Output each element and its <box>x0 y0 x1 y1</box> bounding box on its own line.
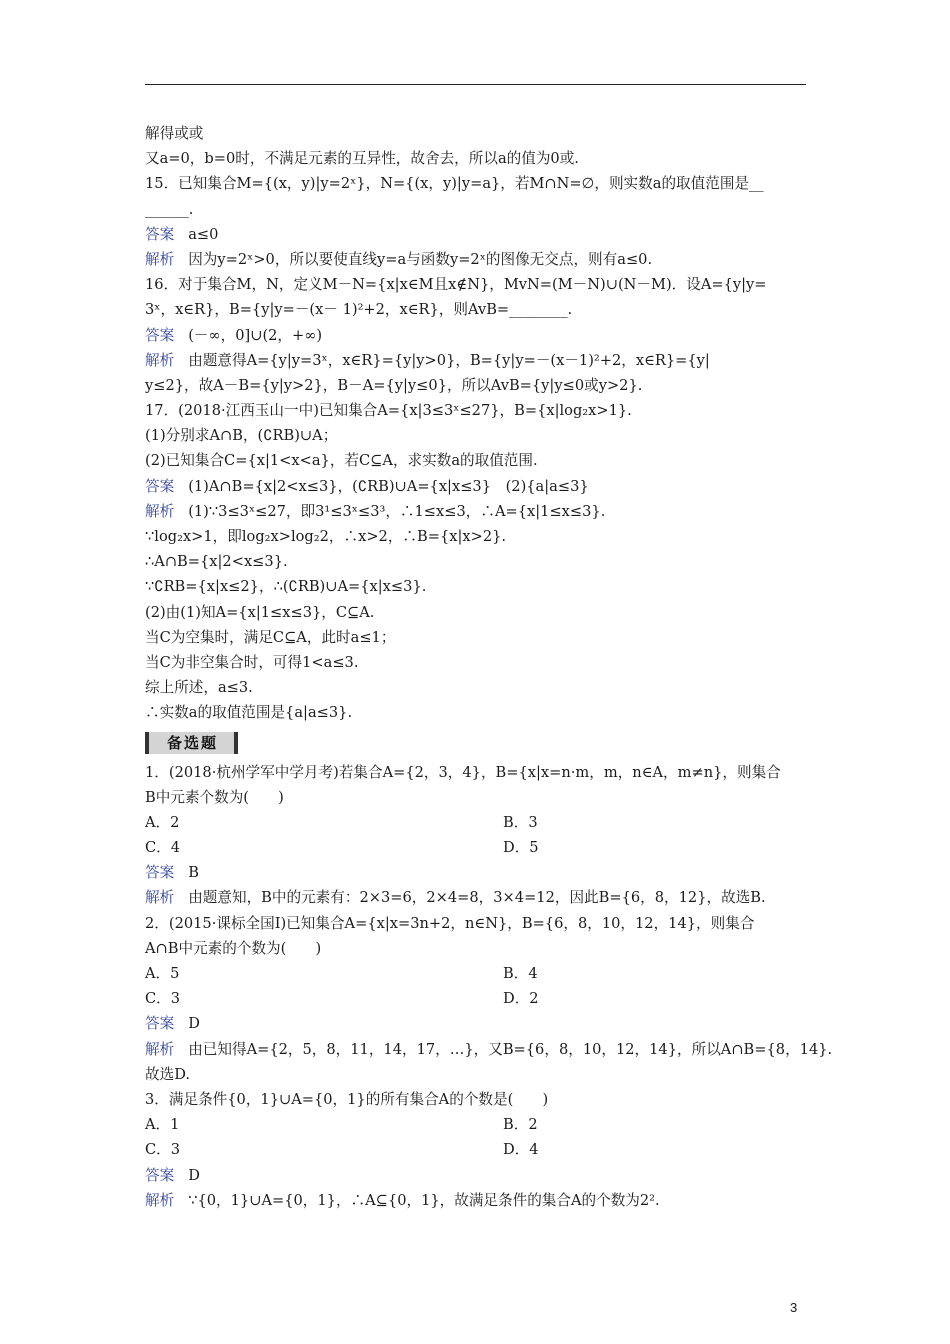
option-row <box>145 810 810 835</box>
line-text: 由题意得A={y|y=3ˣ，x∈R}={y|y>0}，B={y|y=－(x－1)²+2，x∈R}={y| <box>188 351 710 369</box>
analysis-tag: 解析 <box>145 1040 175 1058</box>
text-line: (2)已知集合C={x|1<x<a}，若C⊆A，求实数a的取值范围. <box>145 452 538 470</box>
text-line: 3ˣ，x∈R}，B={y|y=－(x－ 1)²+2，x∈R}，则AvB=________. <box>145 301 573 319</box>
text-line: 3．满足条件{0，1}∪A={0，1}的所有集合A的个数是( ) <box>145 1090 549 1108</box>
line-text: 因为y=2ˣ>0，所以要使直线y=a与函数y=2ˣ的图像无交点，则有a≤0. <box>188 250 653 268</box>
line-text: B <box>188 864 199 882</box>
text-line: 综上所述，a≤3. <box>145 679 253 697</box>
answer-tag: 答案 <box>145 864 175 882</box>
answer-tag: 答案 <box>145 1166 175 1184</box>
text-line: 2．(2015·课标全国Ⅰ)已知集合A={x|x=3n+2，n∈N}，B={6，8，10，12，14}，则集合 <box>145 914 755 932</box>
text-line: 当C为非空集合时，可得1<a≤3. <box>145 653 359 671</box>
option: B．3 <box>503 813 538 831</box>
option-row <box>145 986 810 1011</box>
answer-line <box>145 474 810 499</box>
text-line: 故选D. <box>145 1065 191 1083</box>
answer-line <box>145 1163 810 1188</box>
text-line: 15．已知集合M={(x，y)|y=2ˣ}，N={(x，y)|y=a}，若M∩N=∅，则实数a的取值范围是__ <box>145 175 764 193</box>
analysis-line <box>145 247 810 272</box>
answer-tag: 答案 <box>145 225 175 243</box>
line-text: (1)A∩B={x|2<x≤3}，(∁RB)∪A={x|x≤3} (2){a|a≤3} <box>188 477 589 495</box>
exercises-bottom <box>145 760 833 1213</box>
option: A．1 <box>145 1116 180 1134</box>
text-line: ______. <box>145 200 194 218</box>
text-line: ∴A∩B={x|2<x≤3}. <box>145 553 288 571</box>
line-text: (－∞，0]∪(2，+∞) <box>188 326 323 344</box>
option: A．2 <box>145 813 180 831</box>
option-row <box>145 835 810 860</box>
answer-line <box>145 1011 810 1036</box>
analysis-tag: 解析 <box>145 250 175 268</box>
answer-tag: 答案 <box>145 326 175 344</box>
option: C．3 <box>145 990 181 1008</box>
analysis-line <box>145 1037 833 1062</box>
line-text: ∵{0，1}∪A={0，1}，∴A⊆{0，1}，故满足条件的集合A的个数为2². <box>188 1191 660 1209</box>
text-line: B中元素个数为( ) <box>145 788 284 806</box>
text-line: ∴实数a的取值范围是{a|a≤3}. <box>145 704 353 722</box>
exercises-top <box>145 121 810 726</box>
text-line: A∩B中元素的个数为( ) <box>145 939 322 957</box>
analysis-line <box>145 348 810 373</box>
line-text: 由已知得A={2，5，8，11，14，17，…}，又B={6，8，10，12，14}，所以A∩B={8，14}. <box>188 1040 833 1058</box>
option: B．4 <box>503 965 538 982</box>
option: B．2 <box>503 1116 538 1134</box>
option-row <box>145 1137 810 1162</box>
line-text: (1)∵3≤3ˣ≤27，即3¹≤3ˣ≤3³，∴1≤x≤3，∴A={x|1≤x≤3}. <box>188 502 606 520</box>
text-line: 又a=0，b=0时，不满足元素的互异性，故舍去，所以a的值为0或. <box>145 150 579 168</box>
section-header <box>145 726 810 760</box>
answer-line <box>145 222 810 247</box>
analysis-tag: 解析 <box>145 889 175 907</box>
section-title: 备选题 <box>145 732 238 754</box>
answer-line <box>145 860 810 885</box>
option-row <box>145 961 810 986</box>
option-row <box>145 1112 810 1137</box>
text-line: (1)分别求A∩B，(∁RB)∪A； <box>145 427 338 445</box>
text-line: 17．(2018·江西玉山一中)已知集合A={x|3≤3ˣ≤27}，B={x|log₂x>1}. <box>145 402 632 420</box>
header-rule <box>145 84 806 85</box>
option: D．5 <box>503 839 539 857</box>
analysis-tag: 解析 <box>145 1191 175 1209</box>
answer-tag: 答案 <box>145 1015 175 1033</box>
analysis-line <box>145 499 810 524</box>
analysis-tag: 解析 <box>145 502 175 520</box>
document-body <box>145 121 833 1213</box>
line-text: 由题意知，B中的元素有：2×3=6，2×4=8，3×4=12，因此B={6，8，12}，故选B. <box>188 889 766 907</box>
option: C．3 <box>145 1141 181 1159</box>
answer-tag: 答案 <box>145 477 175 495</box>
text-line: 解得或或 <box>145 125 204 142</box>
option: A．5 <box>145 965 180 982</box>
line-text: D <box>188 1015 200 1033</box>
text-line: ∵log₂x>1，即log₂x>log₂2，∴x>2，∴B={x|x>2}. <box>145 528 507 545</box>
analysis-line <box>145 1188 810 1213</box>
text-line: 1．(2018·杭州学军中学月考)若集合A={2，3，4}，B={x|x=n·m，m，n∈A，m≠n}，则集合 <box>145 763 781 781</box>
analysis-line <box>145 885 810 910</box>
line-text: a≤0 <box>188 225 219 243</box>
text-line: 当C为空集时，满足C⊆A，此时a≤1； <box>145 628 396 646</box>
line-text: D <box>188 1166 200 1184</box>
answer-line <box>145 323 810 348</box>
text-line: (2)由(1)知A={x|1≤x≤3}，C⊆A. <box>145 603 375 621</box>
option: C．4 <box>145 839 181 857</box>
option: D．4 <box>503 1141 539 1159</box>
option: D．2 <box>503 990 539 1008</box>
text-line: 16．对于集合M，N，定义M－N={x|x∈M且x∉N}，MvN=(M－N)∪(N－M)．设A={y|y= <box>145 276 767 294</box>
analysis-tag: 解析 <box>145 351 175 369</box>
text-line: ∵∁RB={x|x≤2}，∴(∁RB)∪A={x|x≤3}. <box>145 578 427 596</box>
page-number: 3 <box>790 1300 798 1315</box>
text-line: y≤2}，故A－B={y|y>2}，B－A={y|y≤0}，所以AvB={y|y≤0或y>2}. <box>145 376 643 394</box>
